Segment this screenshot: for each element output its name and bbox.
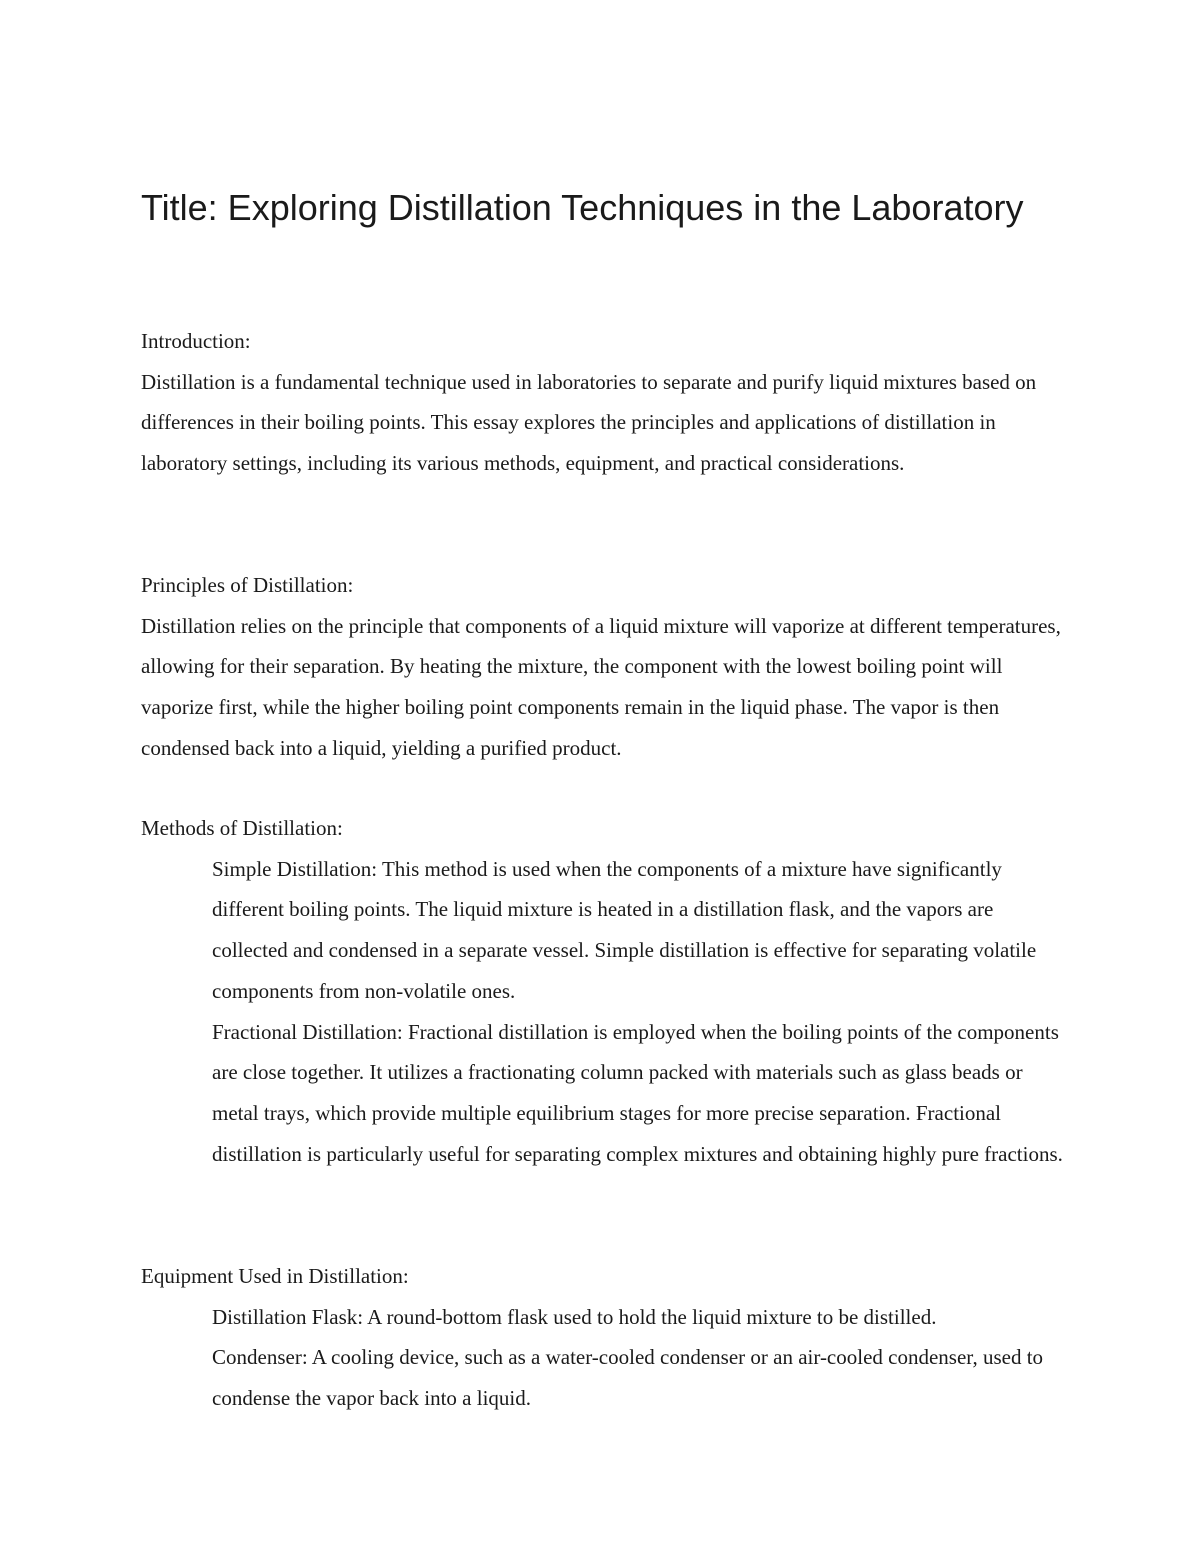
equipment-heading: Equipment Used in Distillation: [141, 1264, 409, 1288]
introduction-heading: Introduction: [141, 329, 251, 353]
equipment-list [212, 1297, 1072, 1419]
principles-heading: Principles of Distillation: [141, 573, 354, 597]
method-item-fractional: Fractional Distillation: Fractional distillation is employed when the boiling points of the components are close together. It utilizes a fractionating column packed with materials such as glass beads or metal trays, which provide multiple equilibrium stages for more precise separation. Fractional distillation is particularly useful for separating complex mixtures and obtaining highly pure fractions. [212, 1019, 1063, 1166]
methods-list [212, 849, 1072, 1175]
introduction-paragraph: Distillation is a fundamental technique used in laboratories to separate and purify liquid mixtures based on differences in their boiling points. This essay explores the principles and applications of distillation in laboratory settings, including its various methods, equipment, and practical considerations. [141, 369, 1037, 476]
methods-heading: Methods of Distillation: [141, 816, 343, 840]
method-item-simple: Simple Distillation: This method is used when the components of a mixture have significantly different boiling points. The liquid mixture is heated in a distillation flask, and the vapors are collected and condensed in a separate vessel. Simple distillation is effective for separating volatile components from non-volatile ones. [212, 856, 1037, 1003]
methods-section [141, 808, 1071, 1174]
principles-section [141, 565, 1071, 769]
introduction-section [141, 321, 1071, 484]
principles-paragraph: Distillation relies on the principle that components of a liquid mixture will vaporize at different temperatures, allowing for their separation. By heating the mixture, the component with the lowest boiling point will vaporize first, while the higher boiling point components remain in the liquid phase. The vapor is then condensed back into a liquid, yielding a purified product. [141, 613, 1061, 760]
equipment-item-flask: Distillation Flask: A round-bottom flask used to hold the liquid mixture to be distilled. [212, 1304, 937, 1329]
equipment-item-condenser: Condenser: A cooling device, such as a water-cooled condenser or an air-cooled condenser, used to condense the vapor back into a liquid. [212, 1345, 1044, 1411]
document-title: Title: Exploring Distillation Techniques in the Laboratory [141, 187, 1024, 228]
equipment-section [141, 1256, 1071, 1419]
